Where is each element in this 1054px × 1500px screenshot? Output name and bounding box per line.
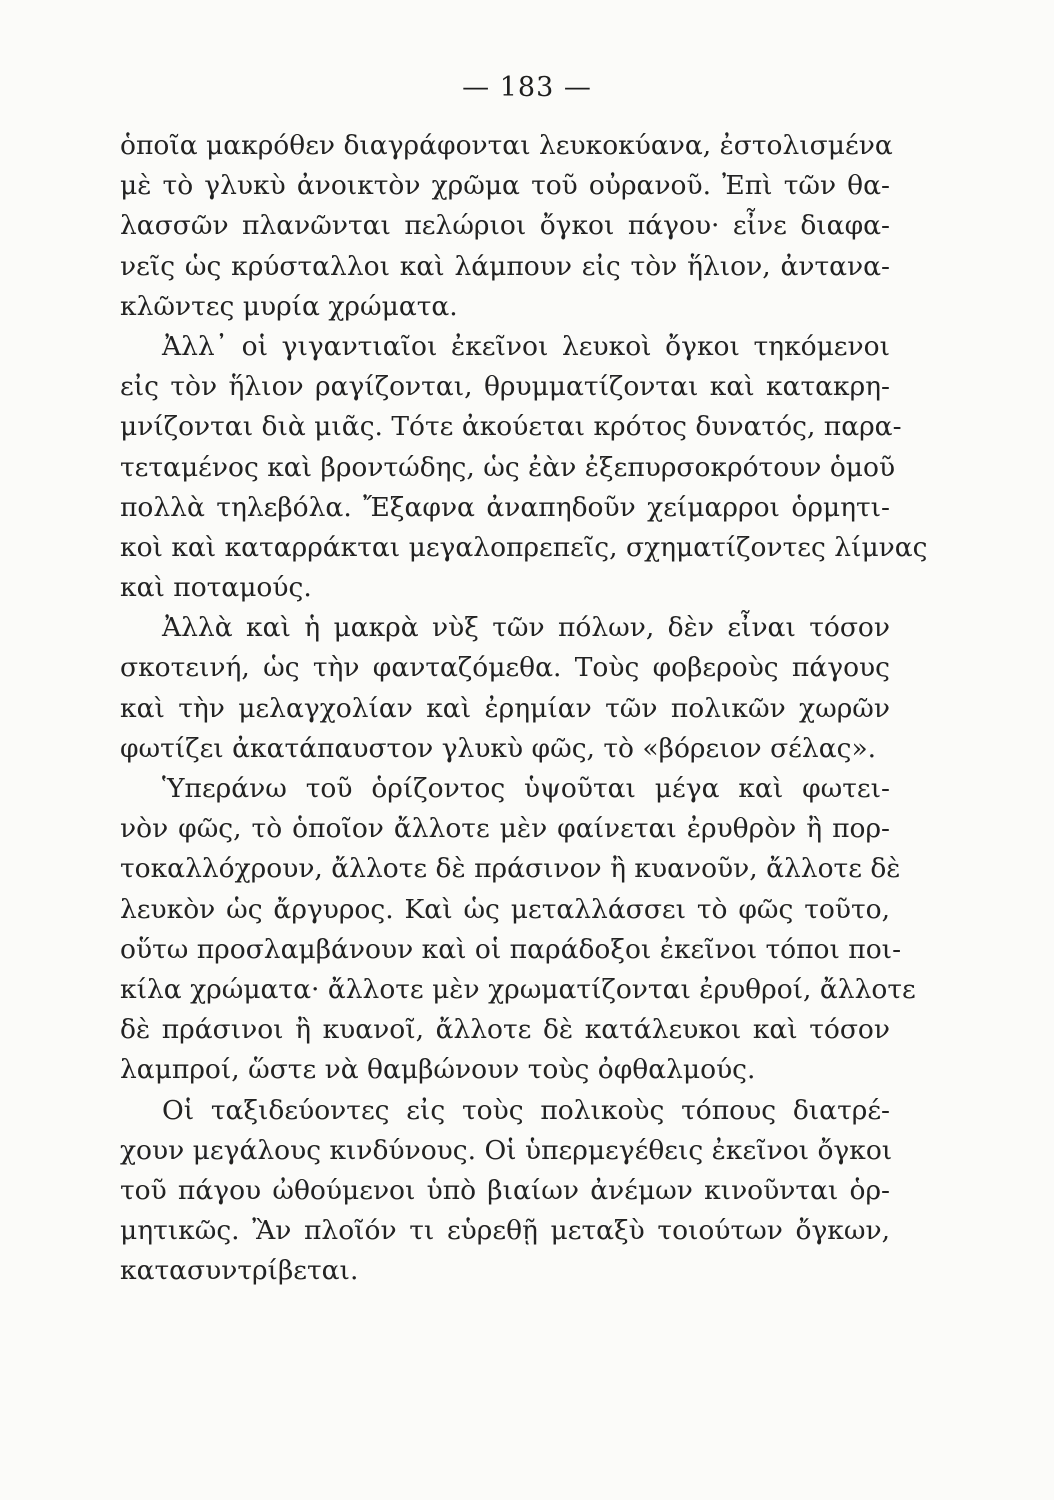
- text-line: χουν μεγάλους κινδύνους. Οἱ ὑπερμεγέθεις ἐκεῖνοι ὄγκοι: [120, 1134, 893, 1166]
- text-line: κίλα χρώματα· ἄλλοτε μὲν χρωματίζονται ἐρυθροί, ἄλλοτε: [120, 973, 916, 1005]
- text-line: τοῦ πάγου ὠθούμενοι ὑπὸ βιαίων ἀνέμων κινοῦνται ὁρ-: [120, 1174, 890, 1206]
- text-line: ὁποῖα μακρόθεν διαγράφονται λευκοκύανα, ἐστολισμένα: [120, 130, 893, 161]
- text-line: οὕτω προσλαμβάνουν καὶ οἱ παράδοξοι ἐκεῖνοι τόποι ποι-: [120, 933, 902, 965]
- text-line: Ἀλλὰ καὶ ἡ μακρὰ νὺξ τῶν πόλων, δὲν εἶναι τόσον: [162, 612, 890, 644]
- text-line: νὸν φῶς, τὸ ὁποῖον ἄλλοτε μὲν φαίνεται ἐρυθρὸν ἢ πορ-: [120, 813, 890, 845]
- text-line: καὶ ποταμούς.: [120, 572, 312, 604]
- text-line: λαμπροί, ὥστε νὰ θαμβώνουν τοὺς ὀφθαλμούς.: [120, 1054, 756, 1086]
- text-line: πολλὰ τηλεβόλα. Ἔξαφνα ἀναπηδοῦν χείμαρροι ὁρμητι-: [120, 491, 890, 523]
- text-line: μὲ τὸ γλυκὺ ἀνοικτὸν χρῶμα τοῦ οὐρανοῦ. Ἐπὶ τῶν θα-: [120, 170, 890, 202]
- text-line: καὶ τὴν μελαγχολίαν καὶ ἐρημίαν τῶν πολικῶν χωρῶν: [120, 692, 890, 724]
- text-line: νεῖς ὡς κρύσταλλοι καὶ λάμπουν εἰς τὸν ἥλιον, ἀντανα-: [120, 250, 890, 282]
- text-line: τοκαλλόχρουν, ἄλλοτε δὲ πράσινον ἢ κυανοῦν, ἄλλοτε δὲ: [120, 853, 901, 885]
- text-line: Ἀλλ᾽ οἱ γιγαντιαῖοι ἐκεῖνοι λευκοὶ ὄγκοι τηκόμενοι: [162, 330, 890, 362]
- text-line: μνίζονται διὰ μιᾶς. Τότε ἀκούεται κρότος δυνατός, παρα-: [120, 411, 902, 443]
- text-line: κλῶντες μυρία χρώματα.: [120, 290, 458, 322]
- text-line: κοὶ καὶ καταρράκται μεγαλοπρεπεῖς, σχηματίζοντες λίμνας: [120, 531, 928, 563]
- text-line: δὲ πράσινοι ἢ κυανοῖ, ἄλλοτε δὲ κατάλευκοι καὶ τόσον: [120, 1014, 890, 1046]
- text-line: φωτίζει ἀκατάπαυστον γλυκὺ φῶς, τὸ «βόρειον σέλας».: [120, 732, 877, 764]
- text-line: κατασυντρίβεται.: [120, 1255, 359, 1287]
- text-line: μητικῶς. Ἂν πλοῖόν τι εὑρεθῇ μεταξὺ τοιούτων ὄγκων,: [120, 1215, 890, 1247]
- text-line: τεταμένος καὶ βροντώδης, ὡς ἐὰν ἐξεπυρσοκρότουν ὁμοῦ: [120, 451, 896, 483]
- text-line: σκοτεινή, ὡς τὴν φανταζόμεθα. Τοὺς φοβεροὺς πάγους: [120, 652, 890, 684]
- text-line: λασσῶν πλανῶνται πελώριοι ὄγκοι πάγου· εἶνε διαφα-: [120, 210, 890, 242]
- text-line: Ὑπεράνω τοῦ ὁρίζοντος ὑψοῦται μέγα καὶ φωτει-: [162, 773, 890, 804]
- text-line: λευκὸν ὡς ἄργυρος. Καὶ ὡς μεταλλάσσει τὸ φῶς τοῦτο,: [120, 893, 890, 925]
- body-text: [120, 126, 928, 1291]
- page-number: — 183 —: [462, 72, 592, 103]
- text-line: εἰς τὸν ἥλιον ραγίζονται, θρυμματίζονται καὶ κατακρη-: [120, 371, 890, 403]
- text-line: Οἱ ταξιδεύοντες εἰς τοὺς πολικοὺς τόπους διατρέ-: [162, 1094, 890, 1126]
